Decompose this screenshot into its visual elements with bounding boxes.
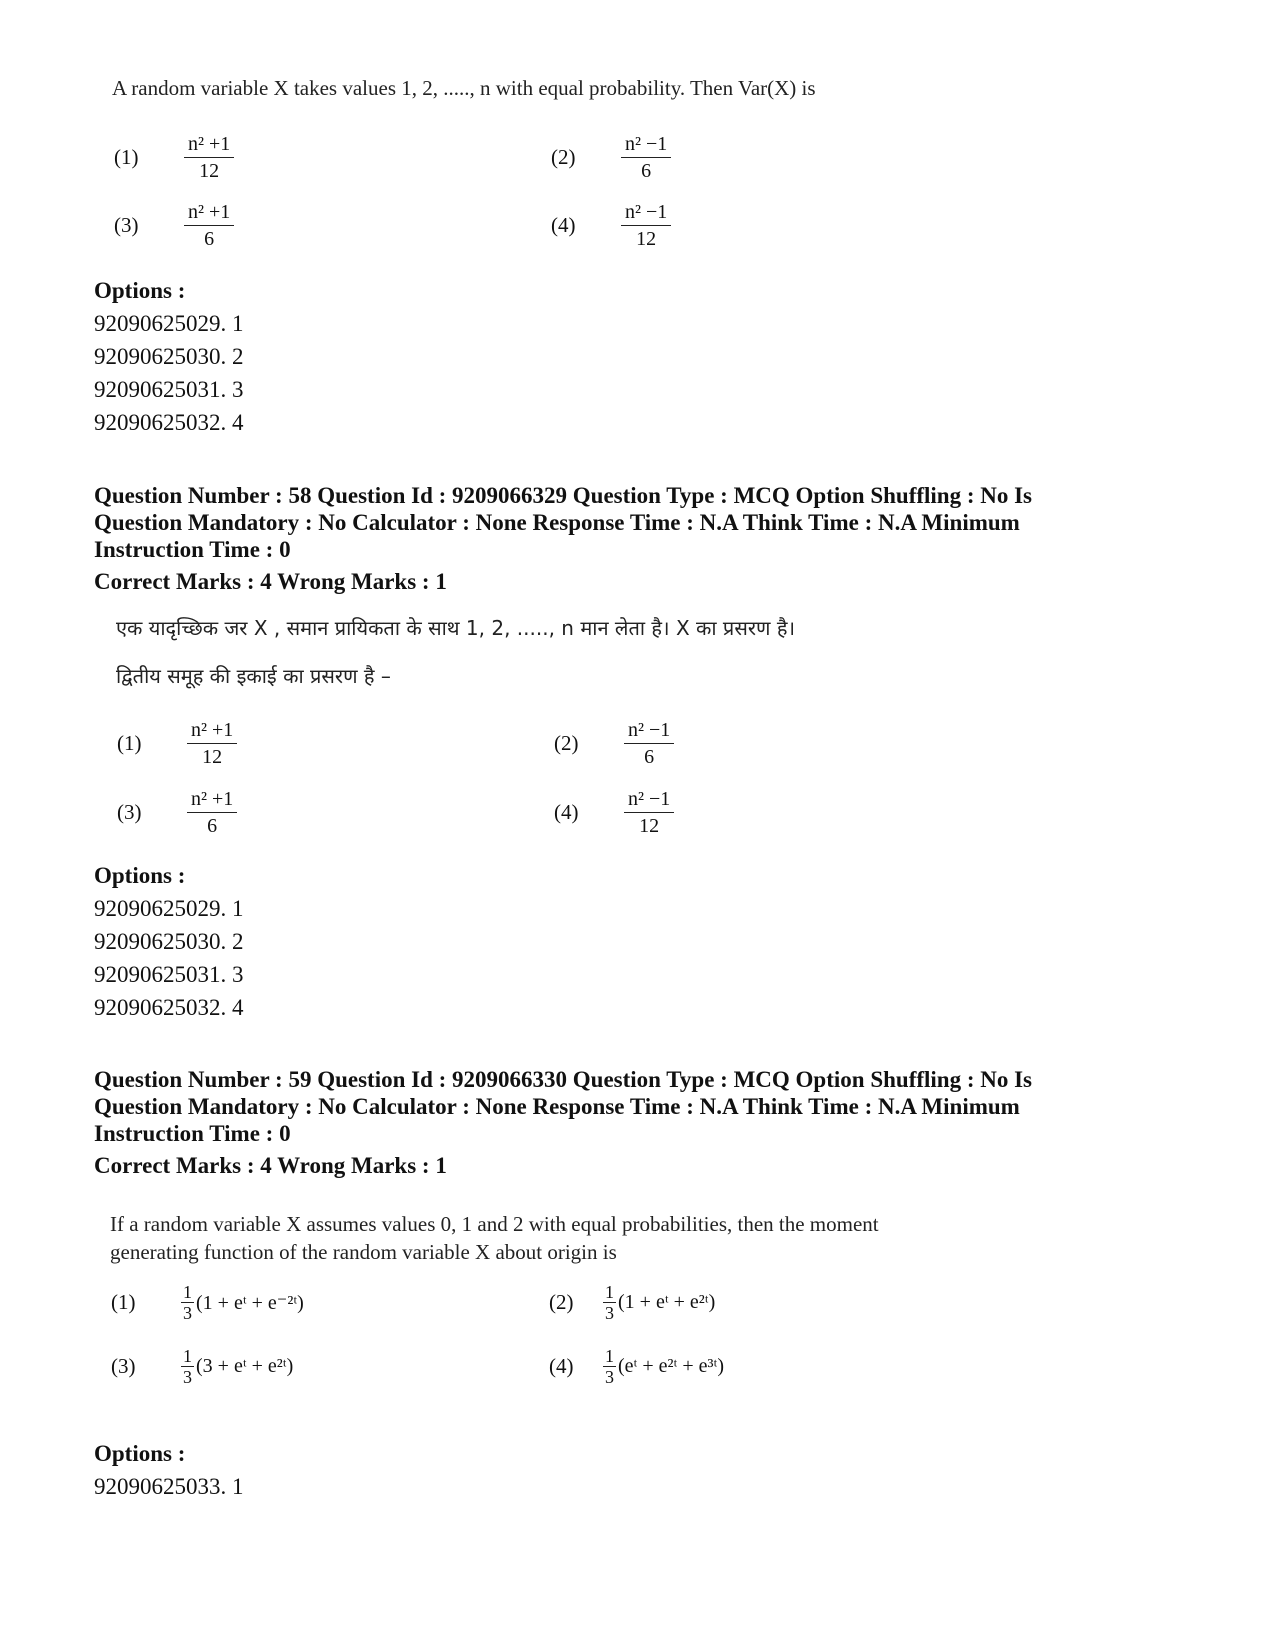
- q58-meta: [94, 482, 1194, 595]
- choice-number: (4): [551, 213, 576, 237]
- option-item: 92090625032. 4: [94, 410, 244, 435]
- options-label: Options :: [94, 863, 186, 888]
- fraction-numerator: n² +1: [187, 787, 237, 813]
- option-item: 92090625031. 3: [94, 962, 244, 987]
- choice-fraction: [184, 200, 234, 251]
- q59-question-text-1: If a random variable X assumes values 0, 1 and 2 with equal probabilities, then the moment: [110, 1212, 879, 1236]
- choice-fraction: [184, 132, 234, 183]
- choice-expression: (3 + eᵗ + e²ᵗ): [196, 1355, 294, 1377]
- choice-number: (3): [111, 1354, 136, 1378]
- q59-question-text-2: generating function of the random variable X about origin is: [110, 1240, 617, 1264]
- choice-fraction: [603, 1282, 616, 1323]
- choice-number: (3): [117, 800, 142, 824]
- q59-meta: [94, 1066, 1194, 1179]
- choice-number: (4): [554, 800, 579, 824]
- q57-choice-2: [551, 132, 671, 183]
- fraction-numerator: n² −1: [624, 718, 674, 744]
- fraction-numerator: n² −1: [621, 132, 671, 158]
- q58-question-text-1: एक यादृच्छिक जर X , समान प्रायिकता के साथ 1, 2, ....., n मान लेता है। X का प्रसरण है।: [116, 616, 796, 640]
- fraction-denominator: 3: [605, 1303, 614, 1323]
- choice-number: (3): [114, 213, 139, 237]
- options-label: Options :: [94, 278, 186, 303]
- choice-number: (1): [117, 731, 142, 755]
- fraction-numerator: n² −1: [624, 787, 674, 813]
- fraction-numerator: 1: [605, 1282, 614, 1302]
- q57-question-text: A random variable X takes values 1, 2, ....., n with equal probability. Then Var(X) is: [112, 76, 816, 100]
- q59-question-image: [110, 1210, 879, 1266]
- fraction-denominator: 3: [183, 1303, 192, 1323]
- q59-choice-2: [549, 1282, 715, 1323]
- fraction-denominator: 6: [644, 746, 655, 768]
- meta-line: Instruction Time : 0: [94, 1121, 291, 1146]
- meta-line: Question Mandatory : No Calculator : None Response Time : N.A Think Time : N.A Minimum: [94, 510, 1020, 535]
- choice-fraction: [603, 1346, 616, 1387]
- marks-line: Correct Marks : 4 Wrong Marks : 1: [94, 569, 447, 594]
- q58-options-list: [94, 859, 244, 1024]
- meta-line: Question Mandatory : No Calculator : None Response Time : N.A Think Time : N.A Minimum: [94, 1094, 1020, 1119]
- q57-choice-4: [551, 200, 671, 251]
- choice-number: (4): [549, 1354, 574, 1378]
- fraction-numerator: n² +1: [184, 200, 234, 226]
- q57-question-image: [112, 74, 816, 102]
- choice-number: (2): [554, 731, 579, 755]
- choice-fraction: [624, 718, 674, 769]
- meta-line: Question Number : 59 Question Id : 9209066330 Question Type : MCQ Option Shuffling : No Is: [94, 1067, 1033, 1092]
- q59-options-list: [94, 1437, 244, 1503]
- q58-choice-4: [554, 787, 674, 838]
- choice-fraction: [181, 1346, 194, 1387]
- fraction-numerator: 1: [183, 1282, 192, 1302]
- choice-number: (2): [549, 1290, 574, 1314]
- marks-line: Correct Marks : 4 Wrong Marks : 1: [94, 1153, 447, 1178]
- choice-fraction: [187, 787, 237, 838]
- fraction-denominator: 6: [204, 228, 215, 250]
- fraction-denominator: 12: [636, 228, 657, 250]
- choice-fraction: [181, 1282, 194, 1323]
- option-item: 92090625033. 1: [94, 1474, 244, 1499]
- q57-choice-1: [114, 132, 234, 183]
- choice-fraction: [187, 718, 237, 769]
- option-item: 92090625030. 2: [94, 344, 244, 369]
- meta-line: Question Number : 58 Question Id : 9209066329 Question Type : MCQ Option Shuffling : No Is: [94, 483, 1033, 508]
- q59-choice-1: [111, 1282, 304, 1323]
- q58-choice-2: [554, 718, 674, 769]
- q57-options-list: [94, 274, 244, 439]
- q57-choice-3: [114, 200, 234, 251]
- option-item: 92090625030. 2: [94, 929, 244, 954]
- option-item: 92090625029. 1: [94, 311, 244, 336]
- option-item: 92090625032. 4: [94, 995, 244, 1020]
- choice-number: (2): [551, 145, 576, 169]
- choice-expression: (eᵗ + e²ᵗ + e³ᵗ): [618, 1355, 724, 1377]
- fraction-numerator: 1: [605, 1346, 614, 1366]
- fraction-denominator: 12: [202, 746, 223, 768]
- fraction-denominator: 3: [605, 1367, 614, 1387]
- fraction-denominator: 3: [183, 1367, 192, 1387]
- choice-expression: (1 + eᵗ + e²ᵗ): [618, 1291, 716, 1313]
- option-item: 92090625031. 3: [94, 377, 244, 402]
- choice-fraction: [621, 132, 671, 183]
- fraction-numerator: 1: [183, 1346, 192, 1366]
- q59-choice-3: [111, 1346, 293, 1387]
- meta-line: Instruction Time : 0: [94, 537, 291, 562]
- q59-choice-4: [549, 1346, 724, 1387]
- fraction-denominator: 12: [639, 815, 660, 837]
- q58-question-image: [116, 614, 795, 690]
- choice-fraction: [621, 200, 671, 251]
- fraction-denominator: 12: [199, 160, 220, 182]
- q58-choice-3: [117, 787, 237, 838]
- fraction-numerator: n² +1: [184, 132, 234, 158]
- choice-fraction: [624, 787, 674, 838]
- fraction-denominator: 6: [207, 815, 218, 837]
- option-item: 92090625029. 1: [94, 896, 244, 921]
- choice-number: (1): [111, 1290, 136, 1314]
- q58-question-text-2: द्वितीय समूह की इकाई का प्रसरण है –: [116, 664, 391, 688]
- choice-expression: (1 + eᵗ + e⁻²ᵗ): [196, 1292, 304, 1314]
- choice-number: (1): [114, 145, 139, 169]
- fraction-denominator: 6: [641, 160, 652, 182]
- options-label: Options :: [94, 1441, 186, 1466]
- fraction-numerator: n² +1: [187, 718, 237, 744]
- fraction-numerator: n² −1: [621, 200, 671, 226]
- q58-choice-1: [117, 718, 237, 769]
